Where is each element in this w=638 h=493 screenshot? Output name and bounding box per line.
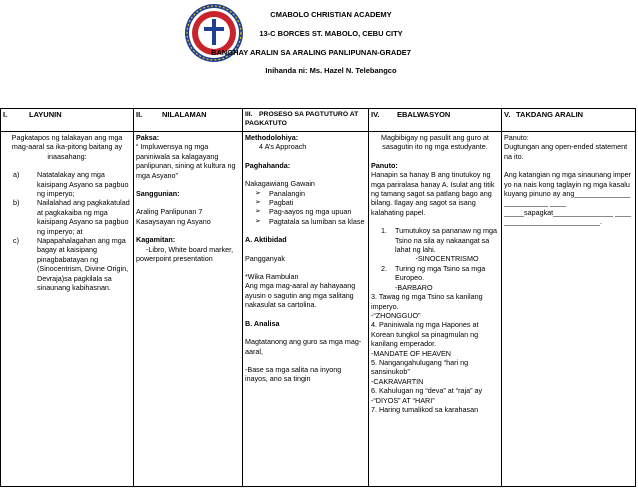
paksa-text: “ Impluwensya ng mga paniniwala sa kalagayang panlipunan, sining at kultura ng mga Asyano” <box>136 142 236 180</box>
quiz-line: -“ZHONGGUO” <box>371 310 421 320</box>
wika-text: Ang mga mag-aaral ay hahayaang ayusin o sagutin ang mga salitang nakasulat sa cartolina. <box>245 281 356 310</box>
paghahanda-label: Paghahanda: <box>245 160 291 170</box>
analisa-text: Magtatanong ang guro sa mga mag-aaral, <box>245 337 362 356</box>
quiz-line: 4. Paniniwala ng mga Hapones at Korean tungkol sa pinagmulan ng kanilang emperador. <box>371 320 479 349</box>
sanggunian-label: Sanggunian: <box>136 189 180 199</box>
gawain-item: ➢ Pagbati <box>255 198 294 208</box>
quiz-line: -MANDATE OF HEAVEN <box>371 348 451 358</box>
col-header-proseso: III. PROSESO SA PAGTUTURO AT PAGKATUTO <box>243 109 369 132</box>
ebalwasyon-intro: Magbibigay ng pasulit ang guro at sasagutin ito ng mga estudyante. <box>381 133 489 152</box>
layunin-item: b) Nailalahad ang pagkakatulad at pagkakaiba ng mga kaisipang Asyano sa pagbuo ng imperyo; at <box>13 198 130 236</box>
col-header-nilalaman: II. NILALAMAN <box>134 109 243 132</box>
table-body-row <box>1 132 636 487</box>
quiz-line: -“DIYOS” AT “HARI” <box>371 395 435 405</box>
layunin-item: c) Napapahalagahan ang mga bagay at kaisipang pinagbabatayan ng (Sinocentrism, Divine Origin, Devraja)sa pagkilala sa sinaunang kabihasnan. <box>13 236 129 293</box>
layunin-cell <box>1 132 134 487</box>
gawain-item: ➢ Panalangin <box>255 188 305 198</box>
wika-title: *Wika Rambulan <box>245 272 299 282</box>
layunin-item: a) Natatalakay ang mga kaisipang Asyano sa pagbuo ng imperyo; <box>13 170 129 199</box>
school-address: 13-C BORCES ST. MABOLO, CEBU CITY <box>259 29 403 38</box>
table-header-row <box>1 109 636 132</box>
methodology-text: 4 A’s Approach <box>259 142 307 152</box>
methodology-label: Methodolohiya: <box>245 133 299 142</box>
prepared-by: Inihanda ni: Ms. Hazel N. Telebangco <box>265 66 397 75</box>
analisa-label: B. Analisa <box>245 318 280 328</box>
quiz-item: 1. Tumutukoy sa pananaw ng mga Tsino na sila ay nakaangat sa lahat ng lahi. -SINOCENTRISMO <box>381 226 498 264</box>
gawain-text: Nakagawiang Gawain <box>245 179 315 189</box>
document-title: BANGHAY ARALIN SA ARALING PANLIPUNAN-GRADE7 <box>211 48 411 57</box>
kagamitan-label: Kagamitan: <box>136 235 176 245</box>
quiz-line: 7. Haring tumalikod sa karahasan <box>371 404 479 414</box>
sanggunian-text: Araling Panlipunan 7 Kasaysayan ng Asyano <box>136 207 211 226</box>
gawain-item: ➢ Pag-aayos ng mga upuan <box>255 207 352 217</box>
takdang-text-1: Ang katangian ng mga sinaunang imperyo na nais kong taglayin ng mga kasalukuyang pinuno ay ang_________________________ ____ <box>504 170 632 208</box>
ebalwasyon-cell <box>369 132 502 487</box>
nilalaman-cell <box>134 132 243 487</box>
takdang-aralin-cell <box>502 132 636 487</box>
pangganyak-label: Pangganyak <box>245 253 285 263</box>
lesson-plan-table <box>0 108 636 487</box>
school-name: CMABOLO CHRISTIAN ACADEMY <box>270 10 392 19</box>
quiz-line: 6. Kahulugan ng “deva” at “raja” ay <box>371 386 483 396</box>
takdang-text-3: ________________________. <box>504 217 602 227</box>
ebalwasyon-panuto-text: Hanapin sa hanay B ang tinutukoy ng mga pariralasa hanay A. Isulat ang titik ng tamang sagot sa patlang bago ang bilang. Ilagay ang sagot sa isang kalahating papel. <box>371 170 495 217</box>
quiz-line: 3. Tawag ng mga Tsino sa kanilang imperyo. <box>371 292 483 311</box>
base-text: -Base sa mga salita na inyong inayos, ano sa tingin <box>245 364 342 384</box>
col-header-layunin: I. LAYUNIN <box>1 109 134 132</box>
quiz-item: 2. Turing ng mga Tsino sa mga Europeo. -BARBARO <box>381 263 486 292</box>
quiz-line: -CAKRAVARTIN <box>371 376 424 386</box>
col-header-ebalwasyon: IV. EBALWASYON <box>369 109 502 132</box>
takdang-panuto-label: Panuto: <box>504 133 529 142</box>
quiz-line: 5. Nangangahulugang “hari ng sansinukob” <box>371 357 469 377</box>
takdang-text-2: _____sapagkat_______________ ____ <box>504 207 632 217</box>
kagamitan-text: -Libro, White board marker, powerpoint presentation <box>136 244 234 264</box>
aktibidad-label: A. Aktibidad <box>245 235 287 245</box>
col-header-takdang-aralin: V. TAKDANG ARALIN <box>502 109 636 132</box>
layunin-intro: Pagkatapos ng talakayan ang mga mag-aaral sa ika-pitong baitang ay inaasahang: <box>11 133 123 161</box>
takdang-panuto-text: Dugtungan ang open-ended statement na ito. <box>504 142 628 161</box>
proseso-cell <box>243 132 369 487</box>
ebalwasyon-panuto-label: Panuto: <box>371 160 398 170</box>
paksa-label: Paksa: <box>136 133 160 142</box>
gawain-item: ➢ Pagtatala sa lumiban sa klase <box>255 216 365 226</box>
